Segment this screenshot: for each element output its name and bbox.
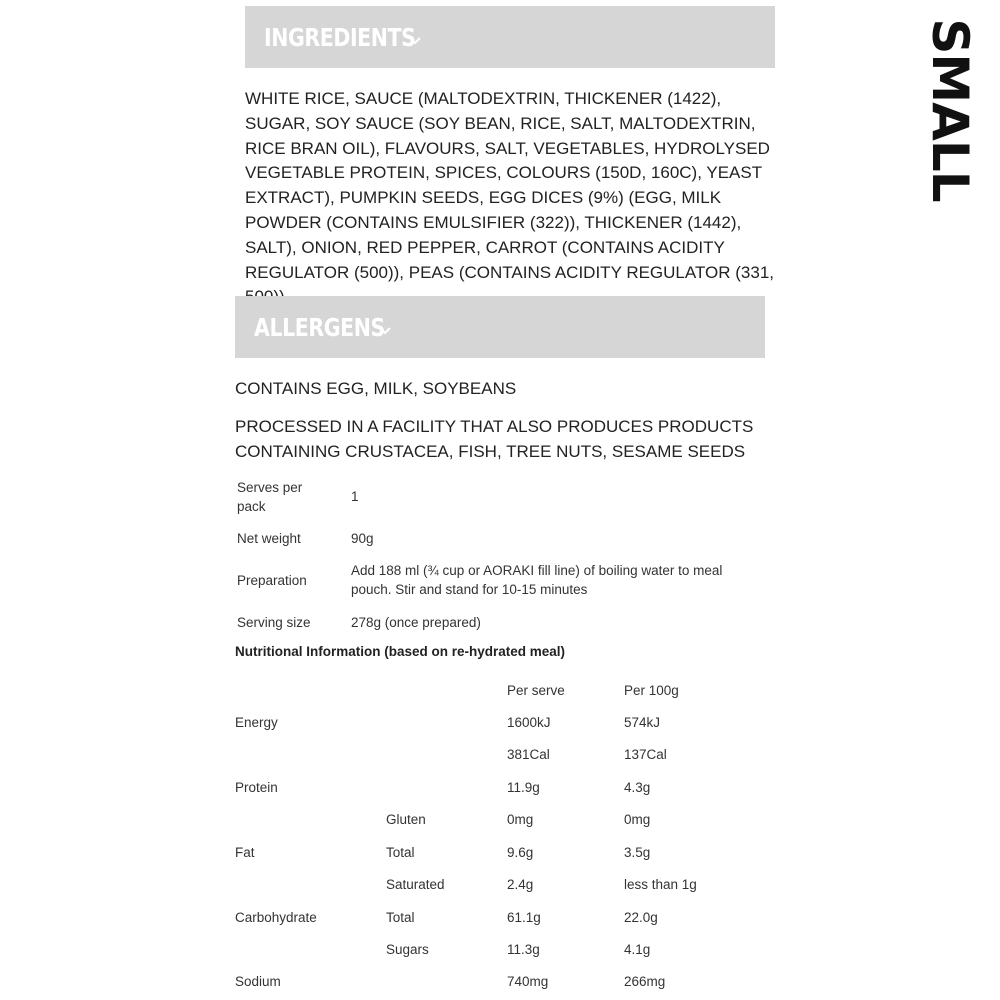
chevron-down-icon [408,36,422,46]
nutrition-row-sub: Saturated [386,877,445,892]
nutrition-heading: Nutritional Information (based on re-hydrated meal) [235,644,566,659]
nutrition-row-serve: 1600kJ [507,715,551,730]
info-label-preparation: Preparation [237,573,307,588]
nutrition-col-per-serve: Per serve [507,683,565,698]
nutrition-row-per100: 0mg [624,812,651,827]
nutrition-row-nutrient: Carbohydrate [235,910,317,925]
info-label-serves: Serves per pack [237,480,303,514]
nutrition-row-nutrient: Sodium [235,974,281,989]
info-label-net-weight: Net weight [237,531,301,546]
nutrition-row-nutrient: Energy [235,715,278,730]
nutrition-row-per100: 137Cal [624,747,667,762]
info-label-serving-size: Serving size [237,615,311,630]
nutrition-row-sub: Gluten [386,812,426,827]
allergens-accordion-header[interactable] [235,296,765,358]
nutrition-row-serve: 2.4g [507,877,534,892]
nutrition-row-nutrient: Protein [235,780,278,795]
info-value-serves: 1 [351,489,359,504]
allergens-title: ALLERGENS [254,312,385,342]
chevron-down-icon [378,326,392,336]
info-value-net-weight: 90g [351,531,374,546]
nutrition-row-serve: 11.3g [507,942,540,957]
nutrition-row-serve: 381Cal [507,747,550,762]
info-value-preparation: Add 188 ml (¾ cup or AORAKI fill line) of boiling water to meal pouch. Stir and stand for 10-15 minutes [351,563,723,597]
nutrition-row-sub: Total [386,910,415,925]
allergens-processed: PROCESSED IN A FACILITY THAT ALSO PRODUCES PRODUCTS CONTAINING CRUSTACEA, FISH, TREE NUTS, SESAME SEEDS [235,417,754,461]
nutrition-row-per100: 4.1g [624,942,651,957]
nutrition-row-serve: 9.6g [507,845,534,860]
nutrition-row-per100: 3.5g [624,845,651,860]
nutrition-row-per100: less than 1g [624,877,697,892]
nutrition-row-nutrient: Fat [235,845,255,860]
nutrition-row-serve: 0mg [507,812,534,827]
nutrition-row-serve: 740mg [507,974,549,989]
nutrition-row-per100: 266mg [624,974,666,989]
nutrition-row-per100: 574kJ [624,715,661,730]
ingredients-text: WHITE RICE, SAUCE (MALTODEXTRIN, THICKENER (1422), SUGAR, SOY SAUCE (SOY BEAN, RICE, SALT, MALTODEXTRIN, RICE BRAN OIL), FLAVOURS, SALT, VEGETABLES, HYDROLYSED VEGETABLE PROTEIN, SPICES, COLOURS (150D, 160C), YEAST EXTRACT), PUMPKIN SEEDS, EGG DICES (9%) (EGG, MILK POWDER (CONTAINS EMULSIFIER (322)), THICKENER (1442), SALT), ONION, RED PEPPER, CARROT (CONTAINS ACIDITY REGULATOR (500)), PEAS (CONTAINS ACIDITY REGULATOR (331, [245,89,775,282]
nutrition-row-sub: Total [386,845,415,860]
nutrition-row-per100: 4.3g [624,780,651,795]
ingredients-accordion-header[interactable] [245,6,775,68]
nutrition-row-sub: Sugars [386,942,429,957]
size-label: SMALL [921,18,979,202]
nutrition-row-serve: 11.9g [507,780,540,795]
ingredients-title: INGREDIENTS [264,22,416,52]
info-value-serving-size: 278g (once prepared) [351,615,481,630]
allergens-contains: CONTAINS EGG, MILK, SOYBEANS [235,379,517,398]
nutrition-col-per-100g: Per 100g [624,683,679,698]
nutrition-row-per100: 22.0g [624,910,658,925]
nutrition-row-serve: 61.1g [507,910,541,925]
